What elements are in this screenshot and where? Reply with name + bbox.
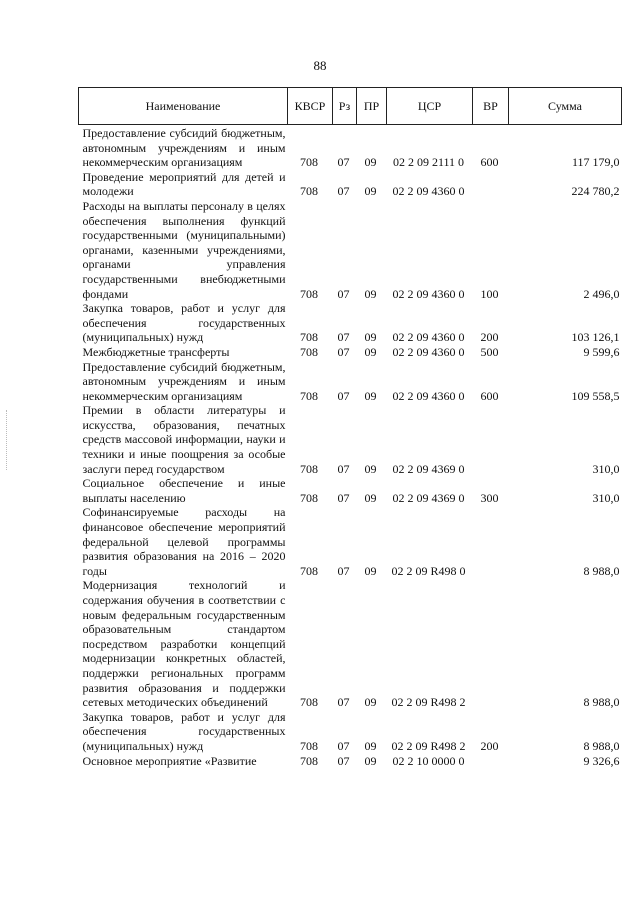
- row-pr: 09: [364, 738, 377, 753]
- row-vr: 500: [480, 344, 499, 359]
- row-name: Предоставление субсидий бюджетным, автономным учреждениям и иным некоммерческим организациям: [82, 359, 286, 403]
- table-row: [79, 578, 622, 709]
- row-kvsr: 708: [300, 286, 318, 301]
- row-csr: 02 2 09 4360 0: [392, 388, 465, 403]
- row-name: Модернизация технологий и содержания обучения в соответствии с новым федеральным государственным образовательным стандартом посредством разработки концепций модернизации конкретных областей, поддержки региональных программ развития образования и поддержки сетевых методических объединений: [82, 578, 286, 710]
- row-kvsr: 708: [300, 695, 318, 710]
- row-name: Предоставление субсидий бюджетным, автономным учреждениям и иным некоммерческим организациям: [82, 126, 286, 170]
- header-rz: Рз: [333, 88, 357, 125]
- row-vr: 300: [480, 490, 499, 505]
- row-sum: 224 780,2: [571, 184, 620, 199]
- row-csr: 02 2 09 4369 0: [392, 461, 465, 476]
- row-sum: 103 126,1: [571, 330, 620, 345]
- row-kvsr: 708: [300, 490, 318, 505]
- row-sum: 8 988,0: [583, 695, 620, 710]
- row-sum: 310,0: [592, 461, 620, 476]
- row-kvsr: 708: [300, 738, 318, 753]
- row-rz: 07: [337, 695, 350, 710]
- row-rz: 07: [337, 563, 350, 578]
- row-kvsr: 708: [300, 330, 318, 345]
- header-name: Наименование: [79, 88, 288, 125]
- table-row: [79, 360, 622, 404]
- row-csr: 02 2 09 4360 0: [392, 330, 465, 345]
- table-row: [79, 170, 622, 199]
- row-name: Социальное обеспечение и иные выплаты населению: [82, 476, 286, 505]
- row-csr: 02 2 09 R498 2: [391, 695, 466, 710]
- table-row: [79, 754, 622, 769]
- header-sum: Сумма: [509, 88, 622, 125]
- row-sum: 8 988,0: [583, 563, 620, 578]
- header-pr: ПР: [357, 88, 387, 125]
- row-sum: 310,0: [592, 490, 620, 505]
- row-name: Софинансируемые расходы на финансовое обеспечение мероприятий федеральной целевой программы развития образования на 2016 – 2020 годы: [82, 505, 286, 578]
- row-kvsr: 708: [300, 563, 318, 578]
- row-sum: 9 599,6: [583, 344, 620, 359]
- row-rz: 07: [337, 286, 350, 301]
- row-sum: 2 496,0: [583, 286, 620, 301]
- row-name: Основное мероприятие «Развитие: [82, 753, 257, 768]
- row-kvsr: 708: [300, 388, 318, 403]
- row-vr: 600: [480, 388, 499, 403]
- row-rz: 07: [337, 344, 350, 359]
- header-kvsr: КВСР: [288, 88, 333, 125]
- row-vr: 200: [480, 330, 499, 345]
- row-vr: [473, 754, 509, 769]
- table-row: [79, 710, 622, 754]
- row-csr: 02 2 10 0000 0: [392, 753, 465, 768]
- table-header-row: [79, 88, 622, 125]
- row-rz: 07: [337, 753, 350, 768]
- row-pr: 09: [364, 286, 377, 301]
- header-vr: ВР: [473, 88, 509, 125]
- table-row: [79, 403, 622, 476]
- row-sum: 117 179,0: [571, 155, 620, 170]
- row-pr: 09: [364, 695, 377, 710]
- row-rz: 07: [337, 388, 350, 403]
- row-pr: 09: [364, 184, 377, 199]
- row-sum: 9 326,6: [583, 753, 620, 768]
- row-vr: 600: [480, 155, 499, 170]
- row-rz: 07: [337, 184, 350, 199]
- row-vr: [473, 403, 509, 476]
- row-rz: 07: [337, 330, 350, 345]
- row-kvsr: 708: [300, 461, 318, 476]
- row-pr: 09: [364, 490, 377, 505]
- row-kvsr: 708: [300, 155, 318, 170]
- page-number: 88: [313, 58, 327, 73]
- row-name: Расходы на выплаты персоналу в целях обеспечения выполнения функций государственными (муниципальными) органами, казенными учреждениями, органами управления государственными внебюджетными фондами: [82, 198, 286, 301]
- scan-margin-mark: [6, 410, 8, 470]
- row-csr: 02 2 09 R498 0: [391, 563, 466, 578]
- row-csr: 02 2 09 4360 0: [392, 286, 465, 301]
- row-pr: 09: [364, 330, 377, 345]
- table-row: [79, 301, 622, 345]
- row-csr: 02 2 09 4360 0: [392, 184, 465, 199]
- row-rz: 07: [337, 155, 350, 170]
- row-rz: 07: [337, 738, 350, 753]
- row-name: Проведение мероприятий для детей и молодежи: [82, 169, 286, 199]
- row-kvsr: 708: [300, 184, 318, 199]
- row-name: Межбюджетные трансферты: [82, 344, 230, 359]
- row-vr: [473, 505, 509, 578]
- table-row: [79, 505, 622, 578]
- budget-table: [78, 87, 622, 768]
- row-kvsr: 708: [300, 344, 318, 359]
- row-name: Премии в области литературы и искусства, образования, печатных средств массовой информации, науки и техники и иные поощрения за особые заслуги перед государством: [82, 403, 286, 476]
- row-name: Закупка товаров, работ и услуг для обеспечения государственных (муниципальных) нужд: [82, 301, 286, 345]
- row-csr: 02 2 09 2111 0: [392, 155, 465, 170]
- row-vr: 100: [480, 286, 499, 301]
- row-rz: 07: [337, 461, 350, 476]
- table-row: [79, 199, 622, 301]
- row-pr: 09: [364, 388, 377, 403]
- row-pr: 09: [364, 753, 377, 768]
- row-vr: 200: [480, 738, 499, 753]
- row-csr: 02 2 09 4360 0: [392, 344, 465, 359]
- row-rz: 07: [337, 490, 350, 505]
- row-pr: 09: [364, 461, 377, 476]
- row-vr: [473, 170, 509, 199]
- row-vr: [473, 578, 509, 709]
- table-row: [79, 125, 622, 170]
- table-row: [79, 476, 622, 505]
- row-kvsr: 708: [300, 753, 318, 768]
- header-csr: ЦСР: [387, 88, 473, 125]
- row-csr: 02 2 09 4369 0: [392, 490, 465, 505]
- row-pr: 09: [364, 563, 377, 578]
- row-pr: 09: [364, 344, 377, 359]
- row-name: Закупка товаров, работ и услуг для обеспечения государственных (муниципальных) нужд: [82, 709, 286, 753]
- row-sum: 8 988,0: [583, 738, 620, 753]
- table-row: [79, 345, 622, 360]
- row-pr: 09: [364, 155, 377, 170]
- row-sum: 109 558,5: [571, 388, 620, 403]
- row-csr: 02 2 09 R498 2: [391, 738, 466, 753]
